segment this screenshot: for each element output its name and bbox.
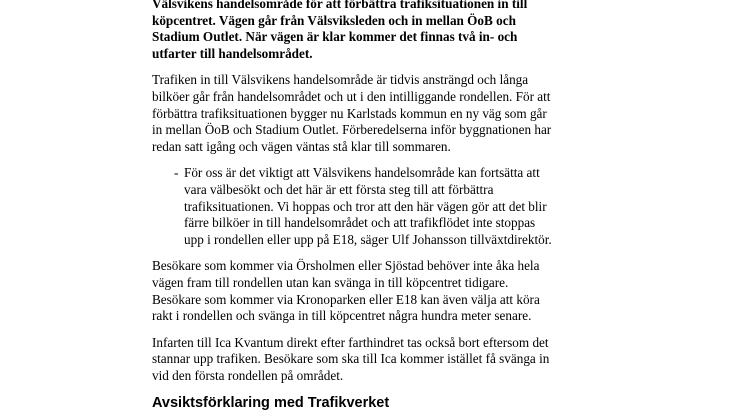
text-line: Infarten till Ica Kvantum direkt efter farthindret tas också bort eftersom det [152, 334, 549, 350]
lead-line: Välsvikens handelsområde för att förbättra trafiksituationen in till [152, 0, 528, 11]
lead-line: köpcentret. Vägen går från Välsviksleden och in mellan ÖoB och [152, 12, 516, 28]
text-line: förbättra trafiksituationen bygger nu Karlstads kommun en ny väg som går [152, 105, 547, 121]
quote-line: upp i rondellen eller upp på E18, säger Ulf Johansson tillväxtdirektör. [184, 231, 552, 247]
lead-paragraph [152, 0, 622, 62]
quote-line: vara välbesökt och det här är ett första steg till att förbättra [184, 181, 494, 197]
text-line: Besökare som kommer via Örsholmen eller Sjöstad behöver inte åka hela [152, 258, 540, 274]
text-line: Besökare som kommer via Kronoparken eller E18 kan även välja att köra [152, 291, 540, 307]
lead-line: utfarter till handelsområdet. [152, 45, 313, 61]
quote-line: färre bilköer in till handelsområdet och att trafikflödet inte stoppas [184, 215, 536, 231]
body-paragraph-ica [152, 335, 622, 385]
quote-line: För oss är det viktigt att Välsvikens handelsområde kan fortsätta att [184, 165, 540, 181]
quote-dash: - [174, 165, 179, 181]
text-line: Trafiken in till Välsvikens handelsområde är tidvis ansträngd och långa [152, 72, 529, 88]
text-line: redan satt igång och vägen väntas stå klar till sommaren. [152, 138, 451, 154]
text-line: vägen fram till rondellen utan kan svänga in till köpcentret tidigare. [152, 274, 509, 290]
section-heading: Avsiktsförklaring med Trafikverket [152, 395, 390, 412]
text-line: in mellan ÖoB och Stadium Outlet. Förberedelserna inför byggnationen har [152, 122, 552, 138]
lead-line: Stadium Outlet. När vägen är klar kommer det finnas två in- och [152, 29, 518, 45]
text-line: bilköer går från handelsområdet och ut i den intilliggande rondellen. För att [152, 88, 551, 104]
document-page [152, 0, 622, 412]
body-paragraph-traffic [152, 72, 622, 155]
quote-block [152, 165, 622, 248]
text-line: stannar upp trafiken. Besökare som ska till Ica kommer istället få svänga in [152, 351, 550, 367]
body-paragraph-visitors [152, 258, 622, 324]
text-line: rakt i rondellen och svänga in till köpcentret några hundra meter senare. [152, 308, 532, 324]
text-line: vid den första rondellen på området. [152, 367, 344, 383]
quote-line: trafiksituationen. Vi hoppas och tror att den här vägen gör att det blir [184, 198, 547, 214]
